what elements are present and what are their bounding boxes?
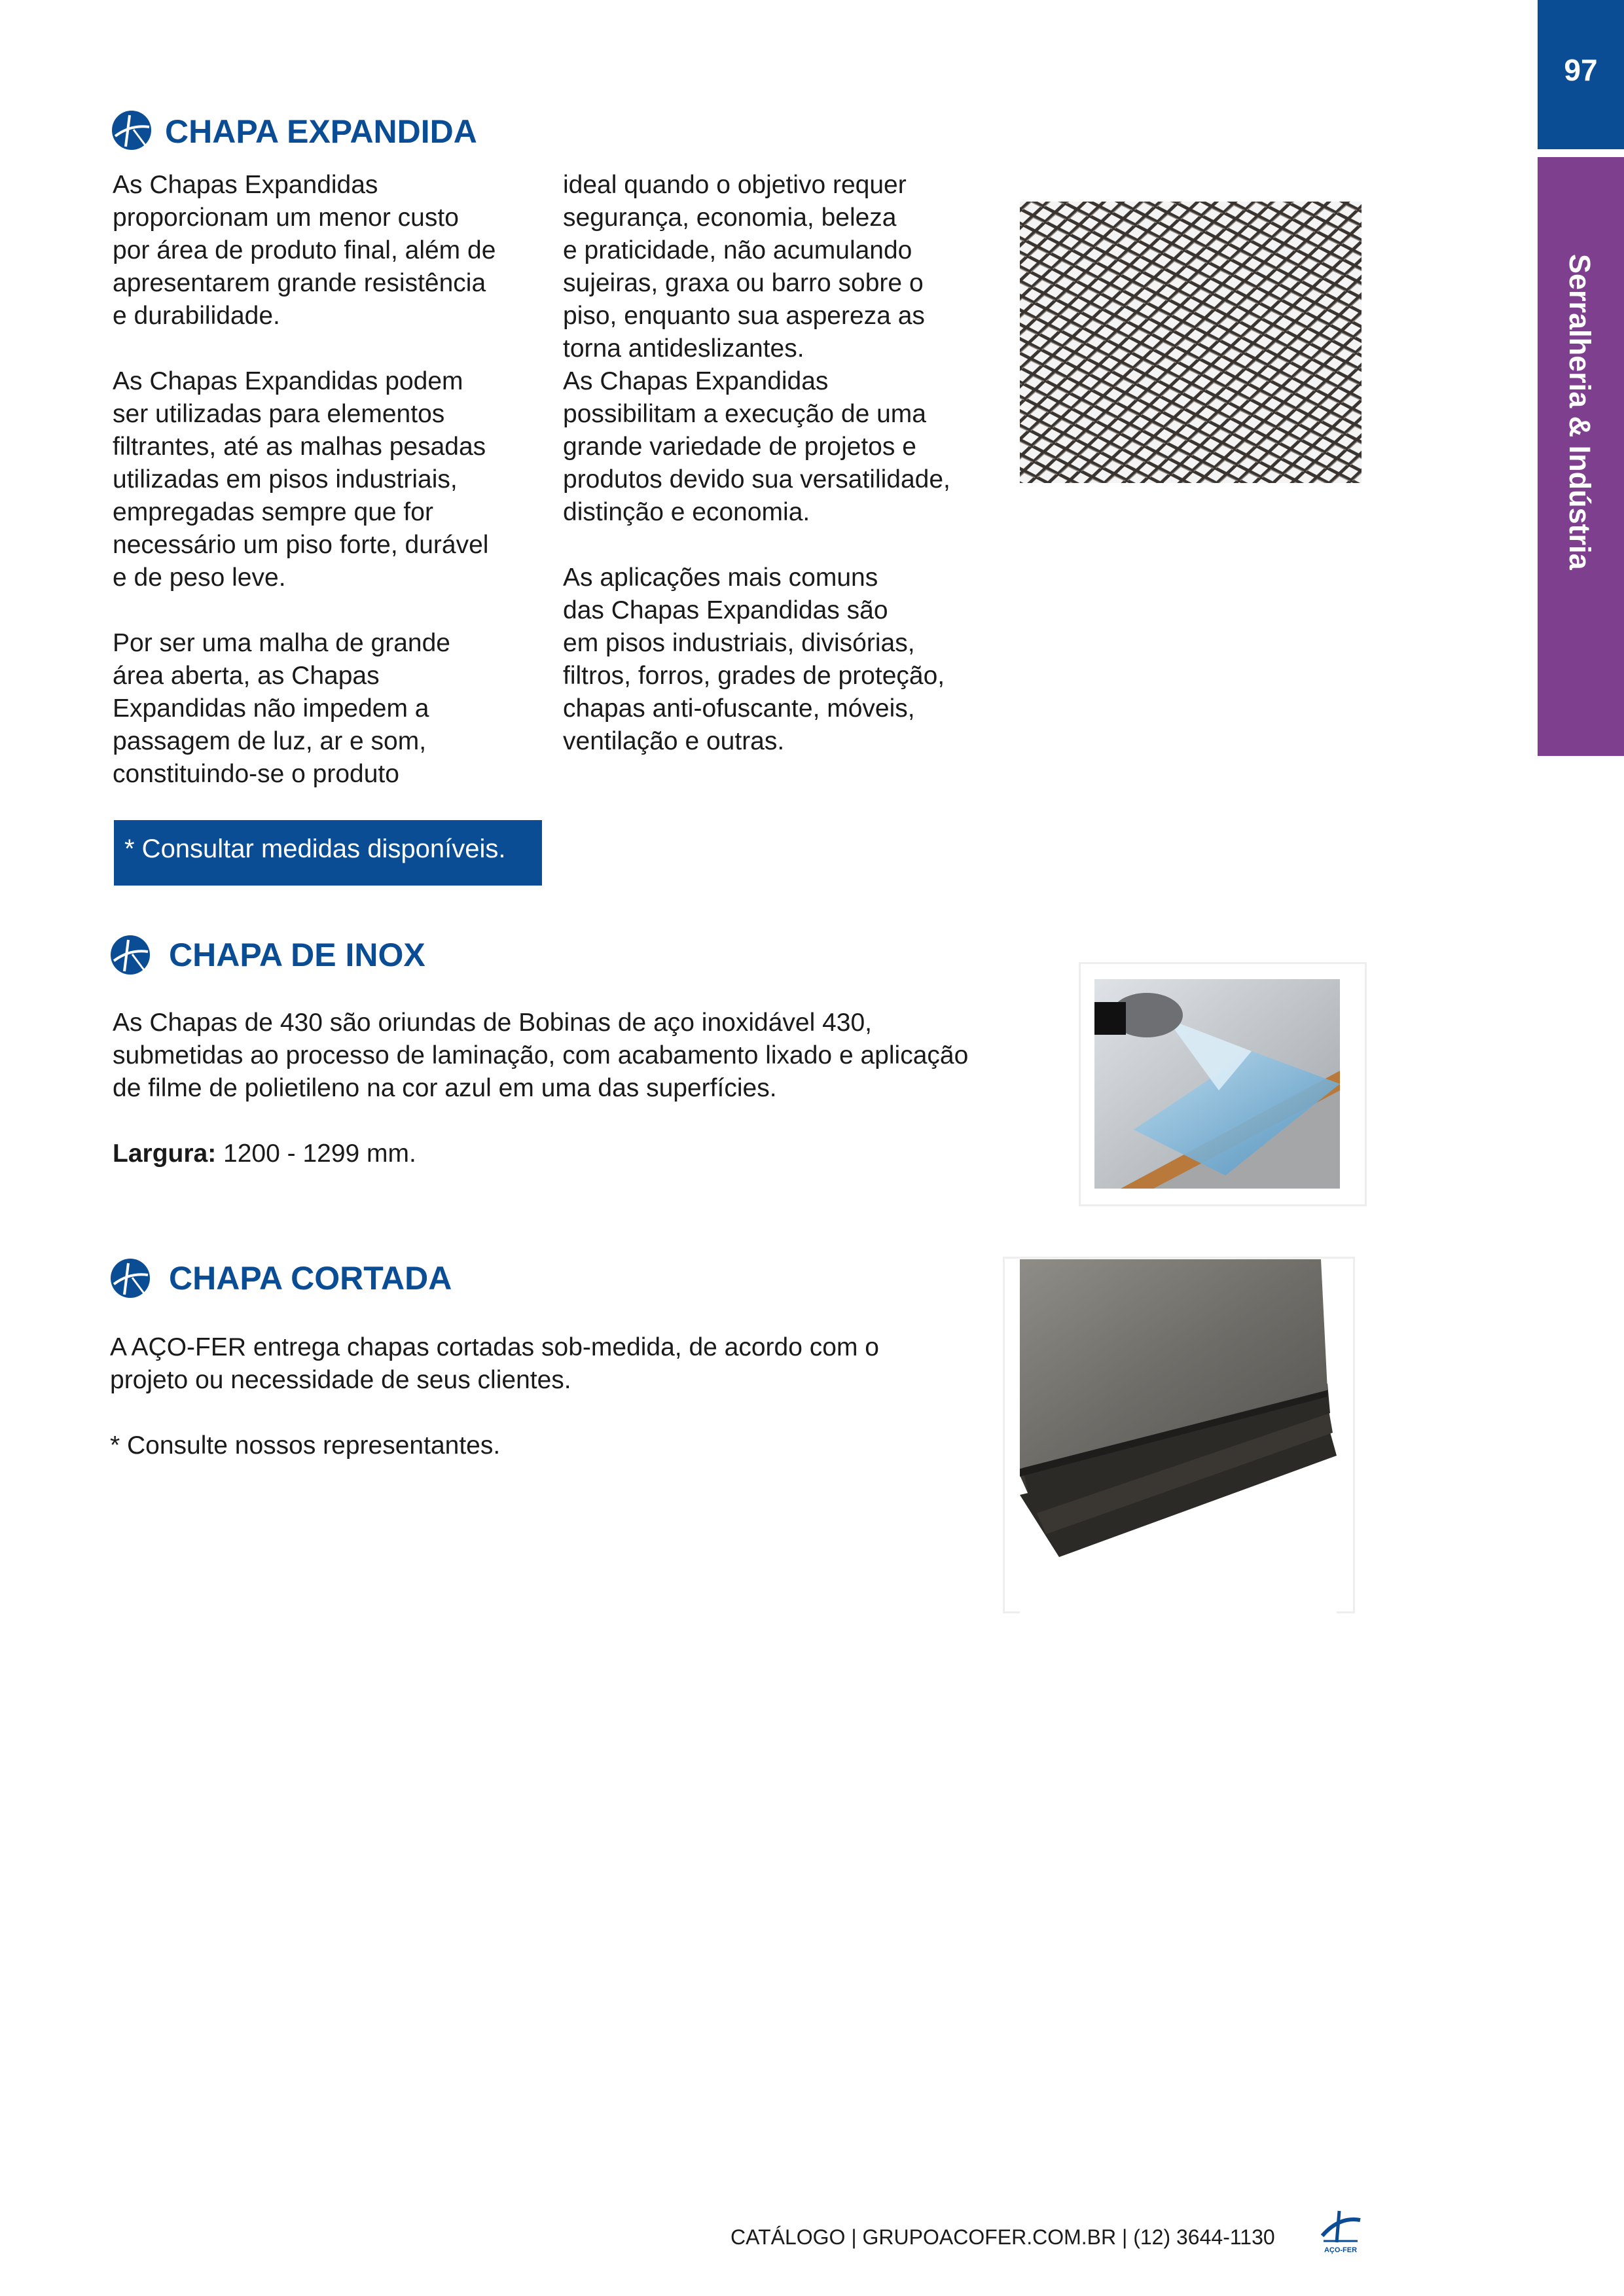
category-tab xyxy=(1538,157,1624,756)
inox-width xyxy=(113,1138,416,1170)
expandida-text-col1: As Chapas Expandidas proporcionam um menor custo por área de produto final, além de apresentarem grande resistência e durabilidade. As Chapas Expandidas podem ser utilizadas para elementos filtrantes, até as malhas pesadas utilizadas em pisos industriais, empregadas sempre que for necessário um piso forte, durável e de peso leve. Por ser uma malha de grande área aberta, as Chapas Expandidas não impedem a passagem de luz, ar e som, constituindo-se o produto xyxy=(113,171,496,788)
section-title-cortada: CHAPA CORTADA xyxy=(169,1260,452,1297)
width-value: 1200 - 1299 mm. xyxy=(216,1139,416,1168)
cut-sheets-photo xyxy=(1020,1259,1337,1629)
measures-note: * Consultar medidas disponíveis. xyxy=(114,820,542,886)
footer-contact: CATÁLOGO | GRUPOACOFER.COM.BR | (12) 3644-1130 xyxy=(731,2225,1275,2249)
globe-logo-icon xyxy=(110,1258,151,1299)
width-label: Largura: xyxy=(113,1139,217,1168)
acofer-logo-icon xyxy=(1317,2207,1364,2254)
section-title-expandida: CHAPA EXPANDIDA xyxy=(165,113,477,150)
inox-text: As Chapas de 430 são oriundas de Bobinas de aço inoxidável 430, submetidas ao processo de laminação, com acabamento lixado e aplicação de filme de polietileno na cor azul em uma das superfícies. xyxy=(113,1009,969,1102)
footer-logo-text: AÇO-FER xyxy=(1324,2246,1358,2254)
page-number: 97 xyxy=(1538,0,1624,149)
globe-logo-icon xyxy=(110,935,151,975)
expandida-text-col2: ideal quando o objetivo requer segurança, economia, beleza e praticidade, não acumulando sujeiras, graxa ou barro sobre o piso, enquanto sua aspereza as torna antideslizantes. As Chapas Expandidas possibilitam a execução de uma grande variedade de projetos e produtos devido sua versatilidade, distinção e economia. As aplicações mais comuns das Chapas Expandidas são em pisos industriais, divisórias, filtros, forros, grades de proteção, chapas anti-ofuscante, móveis, ventilação e outras. xyxy=(563,171,950,755)
globe-logo-icon xyxy=(111,110,152,151)
section-title-inox: CHAPA DE INOX xyxy=(169,937,425,973)
cortada-text: A AÇO-FER entrega chapas cortadas sob-medida, de acordo com o projeto ou necessidade de seus clientes. * Consulte nossos representantes. xyxy=(110,1333,879,1460)
inox-sheet-photo xyxy=(1094,979,1340,1189)
expanded-metal-photo xyxy=(1020,202,1362,483)
category-tab-label: Serralheria & Indústria xyxy=(1563,254,1597,570)
